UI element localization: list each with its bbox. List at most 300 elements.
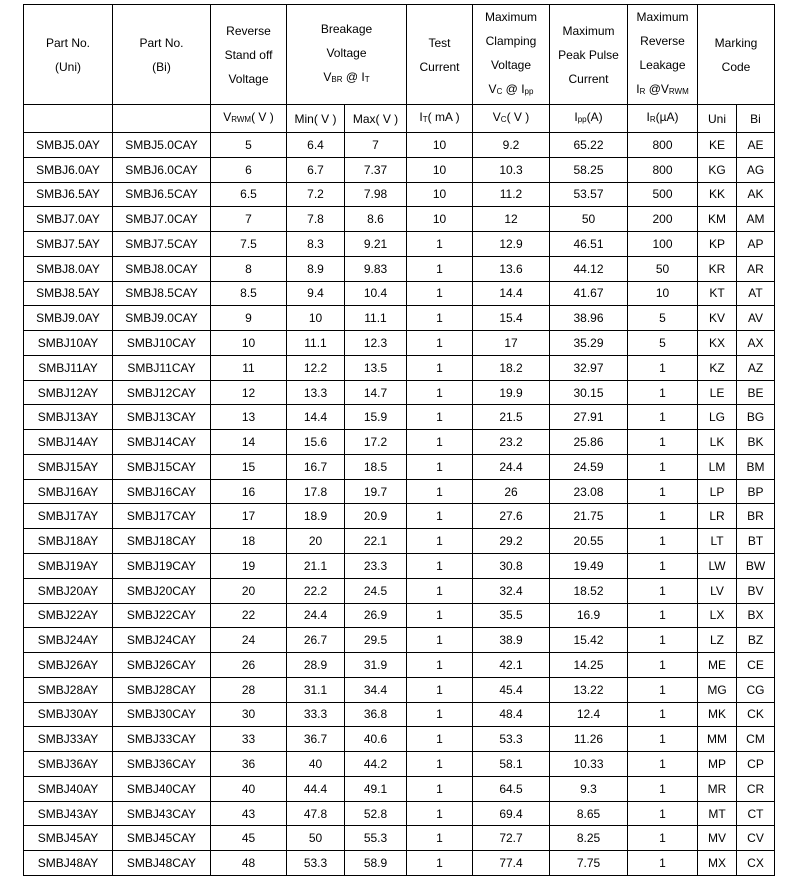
cell-vbr-min: 21.1 — [287, 554, 345, 579]
cell-it: 10 — [407, 157, 473, 182]
unit-vbr-min: Min( V ) — [287, 105, 345, 133]
cell-it: 1 — [407, 776, 473, 801]
cell-part-uni: SMBJ17AY — [24, 504, 113, 529]
cell-part-uni: SMBJ8.5AY — [24, 281, 113, 306]
cell-vrwm: 19 — [211, 554, 287, 579]
cell-it: 1 — [407, 405, 473, 430]
table-row — [24, 133, 775, 158]
cell-vc: 69.4 — [473, 801, 550, 826]
cell-marking-uni: KK — [698, 182, 737, 207]
cell-vc: 15.4 — [473, 306, 550, 331]
cell-ipp: 35.29 — [550, 331, 628, 356]
cell-vbr-max: 36.8 — [345, 702, 407, 727]
cell-it: 1 — [407, 504, 473, 529]
cell-marking-uni: MR — [698, 776, 737, 801]
cell-it: 1 — [407, 727, 473, 752]
cell-vrwm: 13 — [211, 405, 287, 430]
cell-vc: 18.2 — [473, 355, 550, 380]
cell-vc: 12.9 — [473, 232, 550, 257]
table-row — [24, 554, 775, 579]
cell-vrwm: 45 — [211, 826, 287, 851]
cell-vbr-max: 23.3 — [345, 554, 407, 579]
cell-vc: 64.5 — [473, 776, 550, 801]
cell-ipp: 7.75 — [550, 851, 628, 876]
cell-vrwm: 7 — [211, 207, 287, 232]
table-row — [24, 727, 775, 752]
cell-marking-bi: AV — [737, 306, 775, 331]
cell-ir: 10 — [628, 281, 698, 306]
cell-vrwm: 7.5 — [211, 232, 287, 257]
cell-part-bi: SMBJ16CAY — [113, 479, 211, 504]
cell-marking-bi: CR — [737, 776, 775, 801]
cell-marking-bi: BZ — [737, 628, 775, 653]
cell-ir: 5 — [628, 306, 698, 331]
cell-vbr-max: 20.9 — [345, 504, 407, 529]
cell-vc: 53.3 — [473, 727, 550, 752]
cell-vbr-max: 14.7 — [345, 380, 407, 405]
cell-part-bi: SMBJ5.0CAY — [113, 133, 211, 158]
cell-part-uni: SMBJ14AY — [24, 430, 113, 455]
cell-vc: 17 — [473, 331, 550, 356]
cell-vrwm: 22 — [211, 603, 287, 628]
cell-vc: 45.4 — [473, 677, 550, 702]
unit-marking-bi: Bi — [737, 105, 775, 133]
cell-vc: 12 — [473, 207, 550, 232]
cell-ipp: 20.55 — [550, 529, 628, 554]
cell-marking-uni: KX — [698, 331, 737, 356]
header-part-bi: Part No. (Bi) — [113, 5, 211, 105]
cell-vbr-max: 11.1 — [345, 306, 407, 331]
cell-marking-bi: CE — [737, 653, 775, 678]
cell-vrwm: 28 — [211, 677, 287, 702]
cell-ipp: 8.65 — [550, 801, 628, 826]
cell-marking-bi: AK — [737, 182, 775, 207]
cell-vbr-min: 18.9 — [287, 504, 345, 529]
cell-marking-uni: MP — [698, 752, 737, 777]
table-row — [24, 776, 775, 801]
cell-it: 1 — [407, 281, 473, 306]
table-row — [24, 603, 775, 628]
cell-ir: 1 — [628, 430, 698, 455]
cell-part-uni: SMBJ20AY — [24, 578, 113, 603]
cell-ipp: 25.86 — [550, 430, 628, 455]
cell-ir: 1 — [628, 826, 698, 851]
cell-ir: 1 — [628, 801, 698, 826]
cell-vbr-min: 40 — [287, 752, 345, 777]
cell-part-bi: SMBJ20CAY — [113, 578, 211, 603]
cell-marking-uni: KT — [698, 281, 737, 306]
cell-ipp: 16.9 — [550, 603, 628, 628]
cell-marking-bi: BG — [737, 405, 775, 430]
cell-vrwm: 40 — [211, 776, 287, 801]
table-row — [24, 380, 775, 405]
cell-vc: 19.9 — [473, 380, 550, 405]
table-row — [24, 405, 775, 430]
table-row — [24, 281, 775, 306]
cell-vrwm: 36 — [211, 752, 287, 777]
table-row — [24, 306, 775, 331]
cell-part-bi: SMBJ24CAY — [113, 628, 211, 653]
cell-ir: 100 — [628, 232, 698, 257]
cell-marking-uni: LR — [698, 504, 737, 529]
cell-vbr-min: 22.2 — [287, 578, 345, 603]
cell-it: 1 — [407, 851, 473, 876]
cell-ipp: 12.4 — [550, 702, 628, 727]
cell-vbr-max: 18.5 — [345, 454, 407, 479]
cell-ipp: 23.08 — [550, 479, 628, 504]
cell-marking-bi: AM — [737, 207, 775, 232]
cell-vbr-max: 40.6 — [345, 727, 407, 752]
cell-vc: 10.3 — [473, 157, 550, 182]
cell-vbr-min: 44.4 — [287, 776, 345, 801]
cell-vbr-min: 20 — [287, 529, 345, 554]
cell-marking-bi: BW — [737, 554, 775, 579]
cell-ipp: 41.67 — [550, 281, 628, 306]
cell-marking-uni: KR — [698, 256, 737, 281]
cell-part-bi: SMBJ12CAY — [113, 380, 211, 405]
header-test-current: Test Current — [407, 5, 473, 105]
cell-part-bi: SMBJ43CAY — [113, 801, 211, 826]
cell-ipp: 18.52 — [550, 578, 628, 603]
cell-it: 1 — [407, 529, 473, 554]
cell-marking-bi: BE — [737, 380, 775, 405]
cell-ir: 1 — [628, 454, 698, 479]
cell-ir: 1 — [628, 628, 698, 653]
cell-ir: 1 — [628, 776, 698, 801]
cell-vbr-max: 10.4 — [345, 281, 407, 306]
table-row — [24, 331, 775, 356]
cell-marking-uni: MM — [698, 727, 737, 752]
cell-vbr-min: 12.2 — [287, 355, 345, 380]
cell-ir: 1 — [628, 554, 698, 579]
table-row — [24, 851, 775, 876]
table-row — [24, 256, 775, 281]
cell-part-uni: SMBJ28AY — [24, 677, 113, 702]
cell-marking-bi: CM — [737, 727, 775, 752]
cell-ir: 1 — [628, 653, 698, 678]
cell-marking-uni: LZ — [698, 628, 737, 653]
table-row — [24, 454, 775, 479]
cell-ir: 1 — [628, 504, 698, 529]
cell-vrwm: 14 — [211, 430, 287, 455]
cell-part-uni: SMBJ26AY — [24, 653, 113, 678]
cell-ipp: 8.25 — [550, 826, 628, 851]
cell-ir: 500 — [628, 182, 698, 207]
cell-part-uni: SMBJ36AY — [24, 752, 113, 777]
cell-it: 1 — [407, 603, 473, 628]
cell-vc: 35.5 — [473, 603, 550, 628]
cell-vrwm: 33 — [211, 727, 287, 752]
cell-marking-uni: MX — [698, 851, 737, 876]
cell-vrwm: 30 — [211, 702, 287, 727]
cell-vbr-max: 17.2 — [345, 430, 407, 455]
unit-ipp: Ipp(A) — [550, 105, 628, 133]
cell-vbr-min: 8.9 — [287, 256, 345, 281]
cell-vbr-min: 6.7 — [287, 157, 345, 182]
cell-marking-uni: LX — [698, 603, 737, 628]
cell-vrwm: 5 — [211, 133, 287, 158]
cell-ipp: 53.57 — [550, 182, 628, 207]
cell-part-bi: SMBJ15CAY — [113, 454, 211, 479]
cell-ipp: 58.25 — [550, 157, 628, 182]
cell-ir: 1 — [628, 405, 698, 430]
cell-vbr-max: 19.7 — [345, 479, 407, 504]
cell-vbr-min: 28.9 — [287, 653, 345, 678]
cell-vc: 48.4 — [473, 702, 550, 727]
header-marking-code: Marking Code — [698, 5, 775, 105]
cell-it: 1 — [407, 653, 473, 678]
cell-part-uni: SMBJ30AY — [24, 702, 113, 727]
cell-marking-bi: AR — [737, 256, 775, 281]
cell-marking-bi: BT — [737, 529, 775, 554]
cell-ir: 1 — [628, 677, 698, 702]
cell-ipp: 14.25 — [550, 653, 628, 678]
cell-marking-uni: LV — [698, 578, 737, 603]
cell-vbr-min: 9.4 — [287, 281, 345, 306]
cell-it: 1 — [407, 232, 473, 257]
cell-vbr-max: 9.83 — [345, 256, 407, 281]
cell-part-uni: SMBJ10AY — [24, 331, 113, 356]
cell-vbr-max: 58.9 — [345, 851, 407, 876]
cell-vbr-min: 7.8 — [287, 207, 345, 232]
cell-vrwm: 8.5 — [211, 281, 287, 306]
cell-part-bi: SMBJ6.0CAY — [113, 157, 211, 182]
cell-marking-uni: ME — [698, 653, 737, 678]
cell-part-bi: SMBJ14CAY — [113, 430, 211, 455]
table-row — [24, 702, 775, 727]
cell-marking-uni: MG — [698, 677, 737, 702]
unit-part-uni-blank — [24, 105, 113, 133]
cell-vrwm: 12 — [211, 380, 287, 405]
table-row — [24, 430, 775, 455]
cell-vrwm: 16 — [211, 479, 287, 504]
cell-vrwm: 48 — [211, 851, 287, 876]
cell-ipp: 9.3 — [550, 776, 628, 801]
cell-part-bi: SMBJ8.5CAY — [113, 281, 211, 306]
unit-vc: VC( V ) — [473, 105, 550, 133]
cell-ipp: 19.49 — [550, 554, 628, 579]
table-body — [24, 133, 775, 876]
cell-part-bi: SMBJ19CAY — [113, 554, 211, 579]
cell-ir: 800 — [628, 157, 698, 182]
cell-marking-uni: LK — [698, 430, 737, 455]
table-row — [24, 157, 775, 182]
cell-vbr-max: 22.1 — [345, 529, 407, 554]
cell-it: 1 — [407, 752, 473, 777]
table-row — [24, 752, 775, 777]
cell-it: 1 — [407, 306, 473, 331]
header-peak-pulse-current: Maximum Peak Pulse Current — [550, 5, 628, 105]
cell-marking-bi: BP — [737, 479, 775, 504]
cell-marking-bi: CV — [737, 826, 775, 851]
cell-part-uni: SMBJ6.5AY — [24, 182, 113, 207]
cell-vc: 14.4 — [473, 281, 550, 306]
cell-vc: 38.9 — [473, 628, 550, 653]
cell-ir: 1 — [628, 603, 698, 628]
cell-part-bi: SMBJ18CAY — [113, 529, 211, 554]
cell-vbr-min: 36.7 — [287, 727, 345, 752]
cell-vbr-min: 26.7 — [287, 628, 345, 653]
cell-part-uni: SMBJ5.0AY — [24, 133, 113, 158]
cell-part-uni: SMBJ8.0AY — [24, 256, 113, 281]
cell-part-bi: SMBJ10CAY — [113, 331, 211, 356]
cell-ir: 200 — [628, 207, 698, 232]
header-reverse-leakage: Maximum Reverse Leakage IR @VRWM — [628, 5, 698, 105]
cell-it: 1 — [407, 628, 473, 653]
table-row — [24, 529, 775, 554]
cell-vc: 11.2 — [473, 182, 550, 207]
cell-part-bi: SMBJ8.0CAY — [113, 256, 211, 281]
cell-vc: 21.5 — [473, 405, 550, 430]
table-row — [24, 207, 775, 232]
table-row — [24, 355, 775, 380]
cell-vc: 9.2 — [473, 133, 550, 158]
cell-vbr-min: 13.3 — [287, 380, 345, 405]
cell-vc: 32.4 — [473, 578, 550, 603]
cell-vbr-max: 13.5 — [345, 355, 407, 380]
cell-marking-uni: KP — [698, 232, 737, 257]
unit-it: IT( mA ) — [407, 105, 473, 133]
cell-it: 1 — [407, 677, 473, 702]
cell-part-bi: SMBJ6.5CAY — [113, 182, 211, 207]
cell-vbr-min: 15.6 — [287, 430, 345, 455]
cell-marking-uni: LP — [698, 479, 737, 504]
cell-marking-bi: CX — [737, 851, 775, 876]
cell-vbr-max: 29.5 — [345, 628, 407, 653]
cell-ipp: 21.75 — [550, 504, 628, 529]
cell-it: 1 — [407, 578, 473, 603]
cell-vc: 42.1 — [473, 653, 550, 678]
cell-vbr-max: 31.9 — [345, 653, 407, 678]
cell-vrwm: 26 — [211, 653, 287, 678]
cell-vrwm: 18 — [211, 529, 287, 554]
cell-marking-uni: KG — [698, 157, 737, 182]
header-breakdown-voltage: Breakage Voltage VBR @ IT — [287, 5, 407, 105]
cell-it: 10 — [407, 207, 473, 232]
cell-part-uni: SMBJ9.0AY — [24, 306, 113, 331]
cell-marking-uni: LW — [698, 554, 737, 579]
cell-vrwm: 15 — [211, 454, 287, 479]
cell-part-bi: SMBJ7.0CAY — [113, 207, 211, 232]
cell-ipp: 46.51 — [550, 232, 628, 257]
table-row — [24, 578, 775, 603]
cell-vrwm: 17 — [211, 504, 287, 529]
cell-ir: 1 — [628, 355, 698, 380]
cell-marking-bi: AX — [737, 331, 775, 356]
cell-part-uni: SMBJ22AY — [24, 603, 113, 628]
cell-vrwm: 24 — [211, 628, 287, 653]
cell-vc: 24.4 — [473, 454, 550, 479]
cell-vbr-min: 10 — [287, 306, 345, 331]
cell-vbr-max: 55.3 — [345, 826, 407, 851]
cell-ir: 1 — [628, 529, 698, 554]
unit-part-bi-blank — [113, 105, 211, 133]
cell-part-bi: SMBJ30CAY — [113, 702, 211, 727]
table-row — [24, 801, 775, 826]
cell-vrwm: 43 — [211, 801, 287, 826]
cell-part-uni: SMBJ15AY — [24, 454, 113, 479]
cell-marking-bi: BX — [737, 603, 775, 628]
cell-vbr-min: 53.3 — [287, 851, 345, 876]
cell-part-bi: SMBJ7.5CAY — [113, 232, 211, 257]
cell-it: 1 — [407, 256, 473, 281]
cell-marking-uni: MK — [698, 702, 737, 727]
table-row — [24, 653, 775, 678]
cell-marking-bi: AP — [737, 232, 775, 257]
cell-vbr-max: 34.4 — [345, 677, 407, 702]
cell-vbr-max: 44.2 — [345, 752, 407, 777]
cell-marking-uni: LM — [698, 454, 737, 479]
cell-ipp: 10.33 — [550, 752, 628, 777]
cell-marking-bi: AG — [737, 157, 775, 182]
cell-ir: 1 — [628, 752, 698, 777]
cell-ir: 800 — [628, 133, 698, 158]
table-row — [24, 628, 775, 653]
cell-vbr-min: 6.4 — [287, 133, 345, 158]
cell-marking-uni: KZ — [698, 355, 737, 380]
cell-vbr-min: 7.2 — [287, 182, 345, 207]
cell-it: 10 — [407, 133, 473, 158]
cell-part-uni: SMBJ40AY — [24, 776, 113, 801]
cell-vbr-min: 11.1 — [287, 331, 345, 356]
cell-vrwm: 6.5 — [211, 182, 287, 207]
cell-ipp: 11.26 — [550, 727, 628, 752]
cell-part-uni: SMBJ18AY — [24, 529, 113, 554]
cell-ipp: 27.91 — [550, 405, 628, 430]
cell-vbr-max: 7.98 — [345, 182, 407, 207]
table-row — [24, 677, 775, 702]
unit-vrwm: VRWM( V ) — [211, 105, 287, 133]
cell-vbr-max: 9.21 — [345, 232, 407, 257]
cell-ir: 5 — [628, 331, 698, 356]
cell-part-uni: SMBJ7.5AY — [24, 232, 113, 257]
cell-vrwm: 10 — [211, 331, 287, 356]
cell-vc: 77.4 — [473, 851, 550, 876]
cell-vbr-min: 8.3 — [287, 232, 345, 257]
cell-vc: 30.8 — [473, 554, 550, 579]
cell-vbr-max: 15.9 — [345, 405, 407, 430]
cell-marking-uni: KE — [698, 133, 737, 158]
cell-marking-bi: AT — [737, 281, 775, 306]
cell-part-uni: SMBJ12AY — [24, 380, 113, 405]
cell-marking-uni: MT — [698, 801, 737, 826]
cell-it: 1 — [407, 355, 473, 380]
cell-ipp: 44.12 — [550, 256, 628, 281]
cell-ipp: 15.42 — [550, 628, 628, 653]
cell-it: 1 — [407, 801, 473, 826]
table-row — [24, 479, 775, 504]
electrical-characteristics-table — [23, 4, 775, 876]
cell-part-uni: SMBJ7.0AY — [24, 207, 113, 232]
cell-vbr-max: 49.1 — [345, 776, 407, 801]
table-row — [24, 504, 775, 529]
cell-it: 10 — [407, 182, 473, 207]
cell-vbr-min: 16.7 — [287, 454, 345, 479]
cell-marking-uni: MV — [698, 826, 737, 851]
cell-it: 1 — [407, 331, 473, 356]
cell-vbr-max: 52.8 — [345, 801, 407, 826]
cell-part-bi: SMBJ45CAY — [113, 826, 211, 851]
cell-vc: 13.6 — [473, 256, 550, 281]
cell-vbr-max: 7.37 — [345, 157, 407, 182]
unit-marking-uni: Uni — [698, 105, 737, 133]
cell-part-bi: SMBJ17CAY — [113, 504, 211, 529]
cell-it: 1 — [407, 479, 473, 504]
cell-vrwm: 6 — [211, 157, 287, 182]
cell-part-bi: SMBJ36CAY — [113, 752, 211, 777]
cell-vc: 72.7 — [473, 826, 550, 851]
cell-ipp: 50 — [550, 207, 628, 232]
